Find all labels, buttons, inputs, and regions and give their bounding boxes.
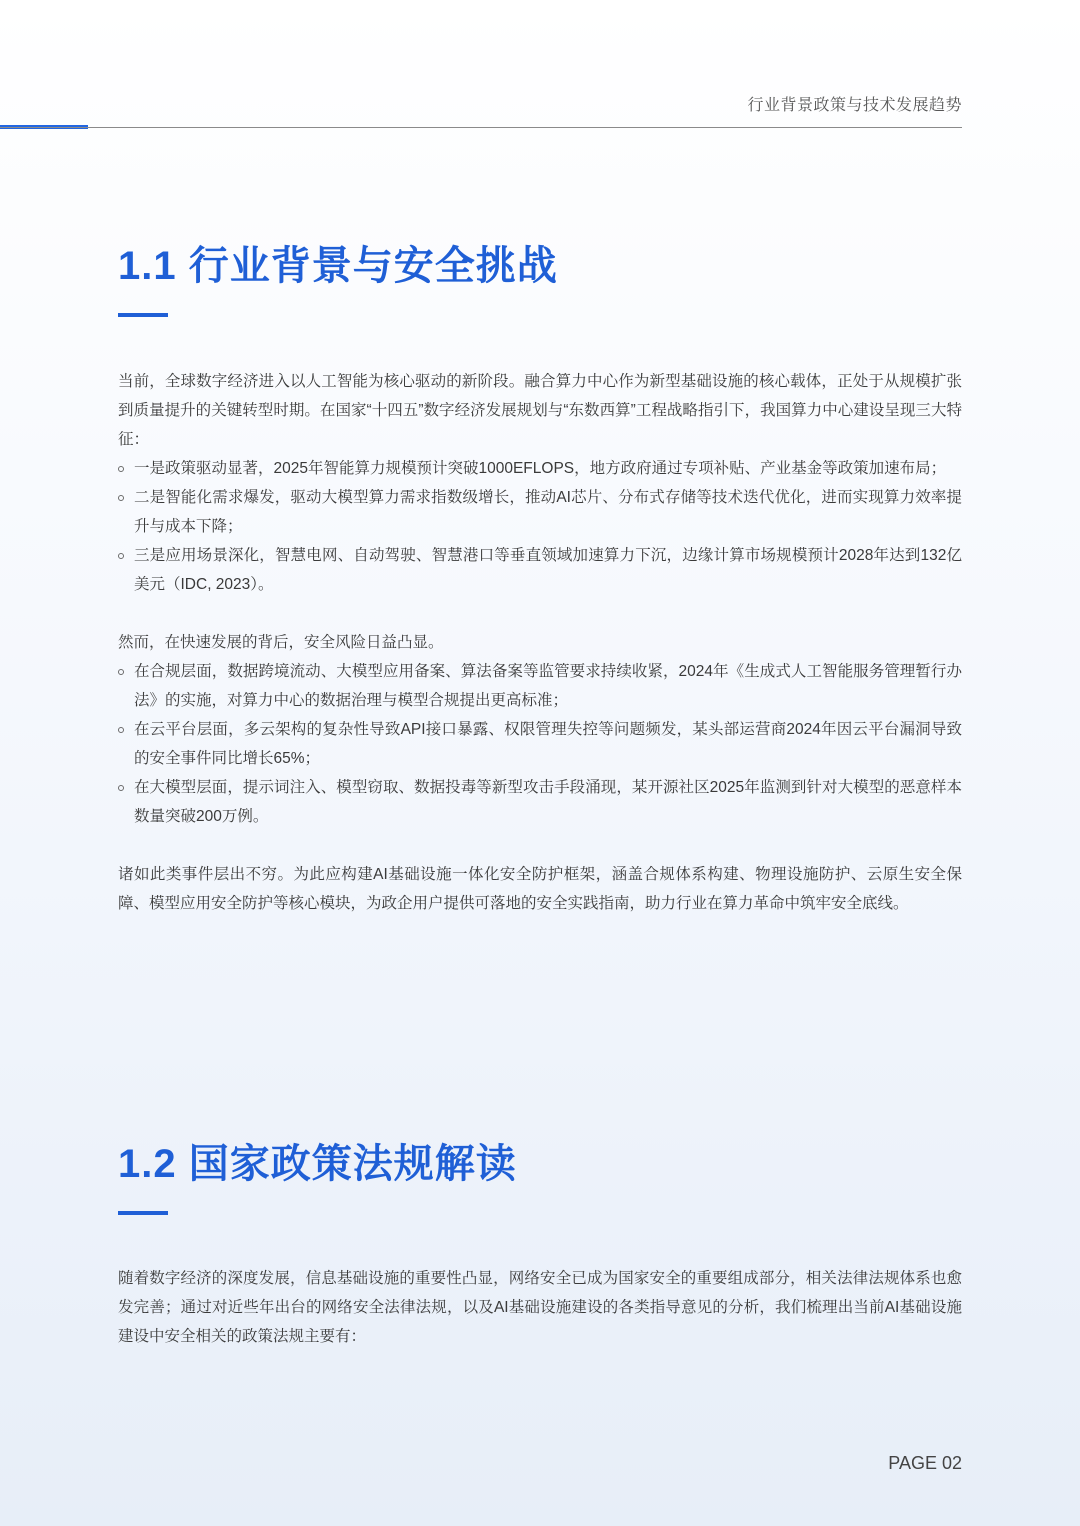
bullet-icon — [118, 669, 124, 675]
list-item-text: 在合规层面，数据跨境流动、大模型应用备案、算法备案等监管要求持续收紧，2024年《生成式人工智能服务管理暂行办法》的实施，对算力中心的数据治理与模型合规提出更高标准； — [134, 663, 962, 709]
list-item — [118, 483, 962, 541]
list-item — [118, 657, 962, 715]
risk-intro-paragraph: 然而，在快速发展的背后，安全风险日益凸显。 — [118, 634, 444, 651]
list-item — [118, 454, 962, 483]
section-1-body — [118, 367, 962, 918]
list-item-text: 二是智能化需求爆发，驱动大模型算力需求指数级增长，推动AI芯片、分布式存储等技术迭代优化，进而实现算力效率提升与成本下降； — [134, 489, 962, 535]
list-item — [118, 773, 962, 831]
list-item-text: 三是应用场景深化，智慧电网、自动驾驶、智慧港口等垂直领域加速算力下沉，边缘计算市场规模预计2028年达到132亿美元（IDC, 2023）。 — [134, 547, 962, 593]
section-1-underline — [118, 313, 168, 317]
header-title: 行业背景政策与技术发展趋势 — [747, 97, 962, 114]
section-2-title: 1.2 国家政策法规解读 — [118, 1142, 517, 1186]
page-number: PAGE 02 — [888, 1453, 962, 1473]
feature-list — [118, 454, 962, 599]
bullet-icon — [118, 466, 124, 472]
bullet-icon — [118, 553, 124, 559]
list-item-text: 在大模型层面，提示词注入、模型窃取、数据投毒等新型攻击手段涌现，某开源社区2025年监测到针对大模型的恶意样本数量突破200万例。 — [134, 779, 962, 825]
list-item-text: 在云平台层面，多云架构的复杂性导致API接口暴露、权限管理失控等问题频发，某头部运营商2024年因云平台漏洞导致的安全事件同比增长65%； — [134, 721, 962, 767]
section-2-underline — [118, 1211, 168, 1215]
list-item — [118, 541, 962, 599]
section-1-title: 1.1 行业背景与安全挑战 — [118, 244, 558, 288]
header-rule — [0, 127, 962, 128]
section-2-body — [118, 1264, 962, 1351]
risk-list — [118, 657, 962, 831]
policy-intro-paragraph: 随着数字经济的深度发展，信息基础设施的重要性凸显，网络安全已成为国家安全的重要组成部分，相关法律法规体系也愈发完善；通过对近些年出台的网络安全法律法规，以及AI基础设施建设的各类指导意见的分析，我们梳理出当前AI基础设施建设中安全相关的政策法规主要有： — [118, 1270, 962, 1345]
bullet-icon — [118, 495, 124, 501]
conclusion-paragraph: 诸如此类事件层出不穷。为此应构建AI基础设施一体化安全防护框架，涵盖合规体系构建、物理设施防护、云原生安全保障、模型应用安全防护等核心模块，为政企用户提供可落地的安全实践指南，助力行业在算力革命中筑牢安全底线。 — [118, 866, 962, 912]
list-item — [118, 715, 962, 773]
bullet-icon — [118, 785, 124, 791]
intro-paragraph: 当前，全球数字经济进入以人工智能为核心驱动的新阶段。融合算力中心作为新型基础设施的核心载体，正处于从规模扩张到质量提升的关键转型时期。在国家“十四五”数字经济发展规划与“东数西算”工程战略指引下，我国算力中心建设呈现三大特征： — [118, 373, 962, 448]
bullet-icon — [118, 727, 124, 733]
list-item-text: 一是政策驱动显著，2025年智能算力规模预计突破1000EFLOPS，地方政府通过专项补贴、产业基金等政策加速布局； — [134, 460, 947, 477]
